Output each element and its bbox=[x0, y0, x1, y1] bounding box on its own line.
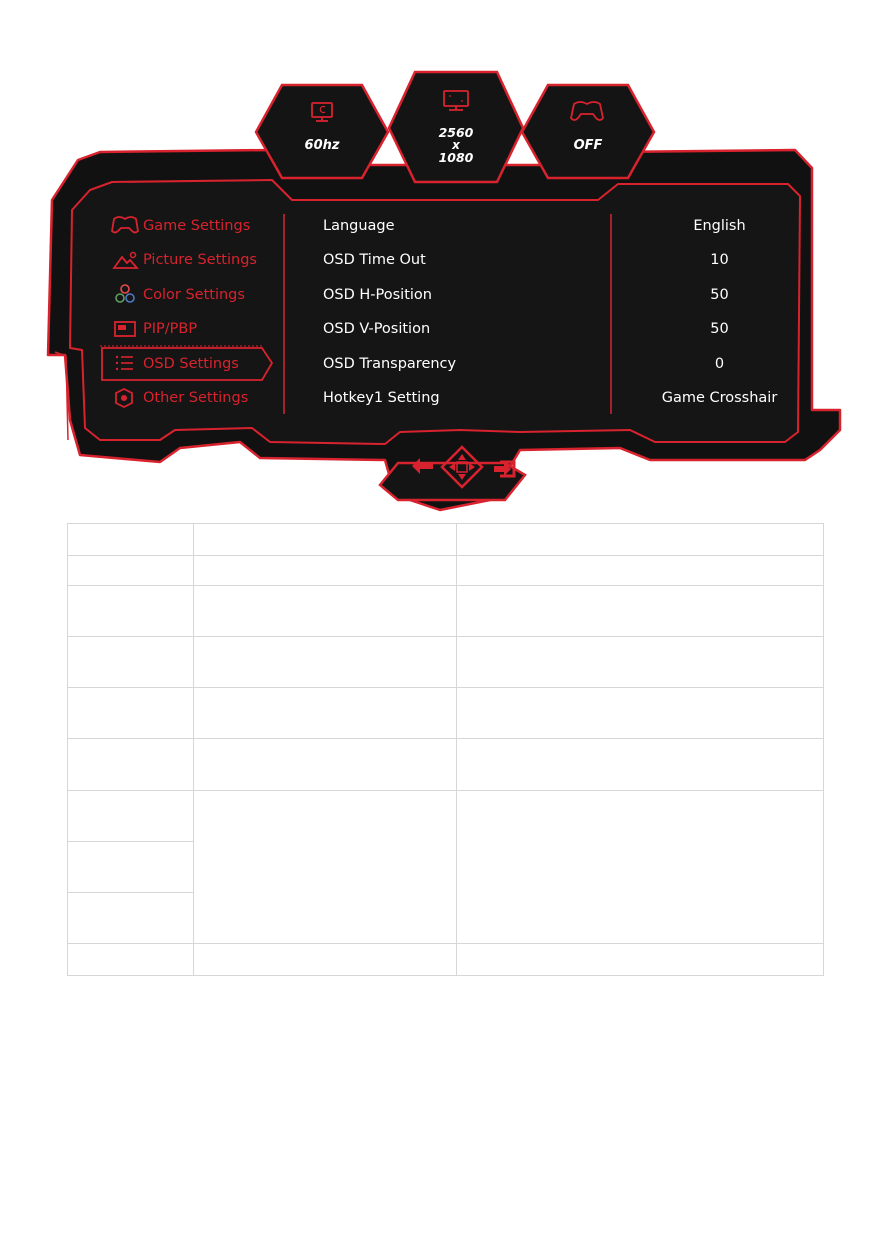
menu-item-label: PIP/PBP bbox=[143, 321, 198, 337]
menu-item-label: Game Settings bbox=[143, 218, 251, 234]
menu-item-other-settings[interactable] bbox=[112, 383, 277, 413]
menu-item-label: Color Settings bbox=[143, 287, 245, 303]
resolution-height: 1080 bbox=[438, 150, 474, 165]
menu-item-game-settings[interactable] bbox=[112, 211, 277, 241]
table-row bbox=[68, 943, 824, 975]
setting-osd-v-position-value[interactable]: 50 bbox=[710, 321, 729, 337]
setting-hotkey1-label[interactable]: Hotkey1 Setting bbox=[323, 390, 440, 406]
osd-menu bbox=[0, 0, 883, 520]
game-mode-hex bbox=[522, 85, 654, 178]
table-row bbox=[68, 688, 824, 739]
menu-item-color-settings[interactable] bbox=[112, 280, 277, 310]
setting-language-value[interactable]: English bbox=[693, 218, 746, 234]
game-mode-value: OFF bbox=[573, 138, 603, 153]
table-row bbox=[68, 586, 824, 637]
refresh-rate-value: 60hz bbox=[304, 138, 340, 153]
table-row bbox=[68, 739, 824, 790]
parameter-table bbox=[67, 523, 824, 976]
setting-language-label[interactable]: Language bbox=[323, 218, 395, 234]
resolution-width: 2560 bbox=[438, 125, 474, 140]
resolution-value bbox=[415, 126, 497, 165]
setting-osd-time-out-value[interactable]: 10 bbox=[710, 252, 729, 268]
menu-item-pip-pbp[interactable] bbox=[112, 314, 277, 344]
setting-hotkey1-value[interactable]: Game Crosshair bbox=[661, 390, 778, 406]
setting-osd-v-position-label[interactable]: OSD V-Position bbox=[323, 321, 431, 337]
menu-item-picture-settings[interactable] bbox=[112, 245, 277, 275]
setting-osd-time-out-label[interactable]: OSD Time Out bbox=[323, 252, 426, 268]
setting-osd-transparency-label[interactable]: OSD Transparency bbox=[323, 356, 457, 372]
table-row bbox=[68, 637, 824, 688]
table-row bbox=[68, 556, 824, 586]
refresh-rate-hex bbox=[256, 85, 388, 178]
table-row bbox=[68, 790, 824, 841]
table-row bbox=[68, 524, 824, 556]
resolution-separator: x bbox=[452, 138, 460, 152]
setting-osd-h-position-label[interactable]: OSD H-Position bbox=[323, 287, 432, 303]
setting-osd-transparency-value[interactable]: 0 bbox=[714, 356, 725, 372]
setting-osd-h-position-value[interactable]: 50 bbox=[710, 287, 729, 303]
menu-item-osd-settings[interactable] bbox=[112, 349, 277, 379]
menu-item-label: Other Settings bbox=[143, 390, 249, 406]
menu-item-label: OSD Settings bbox=[143, 356, 239, 372]
menu-item-label: Picture Settings bbox=[143, 252, 257, 268]
